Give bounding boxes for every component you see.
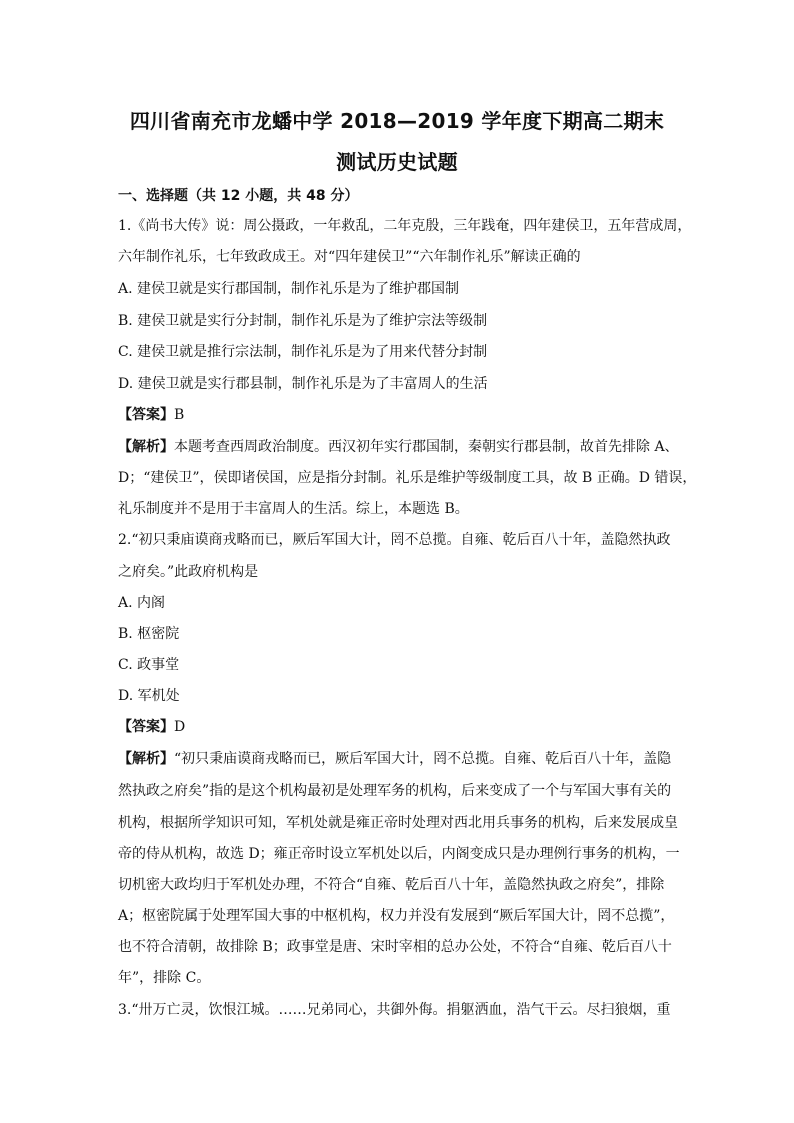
q2-answer-label: 【答案】 (118, 719, 174, 735)
q1-option-d: D. 建侯卫就是实行郡县制，制作礼乐是为了丰富周人的生活 (118, 376, 488, 392)
q2-analysis-line4: 帝的侍从机构，故选 D；雍正帝时设立军机处以后，内阁变成只是办理例行事务的机构，一 (118, 846, 680, 862)
q2-stem-line1: 2.“初只秉庙谟商戎略而已，厥后军国大计，罔不总揽。自雍、乾后百八十年，盖隐然执政 (118, 532, 671, 548)
q1-analysis-line2: D；“建侯卫”，侯即诸侯国，应是指分封制。礼乐是维护等级制度工具，故 B 正确。D 错误， (118, 470, 697, 486)
q2-analysis-line7: 也不符合清朝，故排除 B；政事堂是唐、宋时宰相的总办公处，不符合“自雍、乾后百八十 (118, 939, 672, 955)
section-heading: 一、选择题（共 12 小题，共 48 分） (118, 188, 359, 204)
q2-analysis-text1: “初只秉庙谟商戎略而已，厥后军国大计，罔不总揽。自雍、乾后百八十年，盖隐 (174, 751, 672, 767)
q1-stem-line1: 1.《尚书大传》说：周公摄政，一年救乱，二年克殷，三年践奄，四年建侯卫，五年营成周， (118, 218, 692, 234)
q1-answer-label: 【答案】 (118, 407, 174, 423)
q1-analysis-line3: 礼乐制度并不是用于丰富周人的生活。综上，本题选 B。 (118, 501, 469, 517)
q2-analysis-line5: 切机密大政均归于军机处办理，不符合“自雍、乾后百八十年，盖隐然执政之府矣”，排除 (118, 877, 665, 893)
q2-stem-line2: 之府矣。”此政府机构是 (118, 564, 259, 580)
q2-answer (118, 716, 185, 736)
q2-option-b: B. 枢密院 (118, 626, 180, 642)
q1-option-b: B. 建侯卫就是实行分封制，制作礼乐是为了维护宗法等级制 (118, 313, 488, 329)
q2-option-a: A. 内阁 (118, 595, 166, 611)
q2-option-c: C. 政事堂 (118, 657, 180, 673)
q1-analysis-label: 【解析】 (118, 439, 174, 455)
q2-analysis-line2: 然执政之府矣”指的是这个机构最初是处理军务的机构，后来变成了一个与军国大事有关的 (118, 783, 672, 799)
q2-option-d: D. 军机处 (118, 688, 180, 704)
q1-option-c: C. 建侯卫就是推行宗法制，制作礼乐是为了用来代替分封制 (118, 344, 488, 360)
q2-analysis-line3: 机构，根据所学知识可知，军机处就是雍正帝时处理对西北用兵事务的机构，后来发展成皇 (118, 815, 678, 831)
q1-answer-value: B (174, 407, 185, 423)
q1-analysis-line1 (118, 436, 679, 456)
q1-analysis-text1: 本题考查西周政治制度。西汉初年实行郡国制，秦朝实行郡县制，故首先排除 A、 (174, 439, 679, 455)
q3-stem-line1: 3.“卅万亡灵，饮恨江城。……兄弟同心，共御外侮。捐躯洒血，浩气干云。尽扫狼烟，重 (118, 1002, 671, 1018)
document-title-line1: 四川省南充市龙蟠中学 2018—2019 学年度下期高二期末 (129, 109, 665, 133)
q1-stem-line2: 六年制作礼乐，七年致政成王。对“四年建侯卫”“六年制作礼乐”解读正确的 (118, 249, 581, 265)
q2-analysis-line6: A；枢密院属于处理军国大事的中枢机构，权力并没有发展到“厥后军国大计，罔不总揽”， (118, 908, 675, 924)
q1-option-a: A. 建侯卫就是实行郡国制，制作礼乐是为了维护郡国制 (118, 281, 460, 297)
q2-analysis-line8: 年”，排除 C。 (118, 970, 211, 986)
document-title-line2: 测试历史试题 (336, 150, 458, 174)
q2-analysis-line1 (118, 748, 671, 768)
q2-answer-value: D (174, 719, 186, 735)
q2-analysis-label: 【解析】 (118, 751, 174, 767)
q1-answer (118, 404, 184, 424)
